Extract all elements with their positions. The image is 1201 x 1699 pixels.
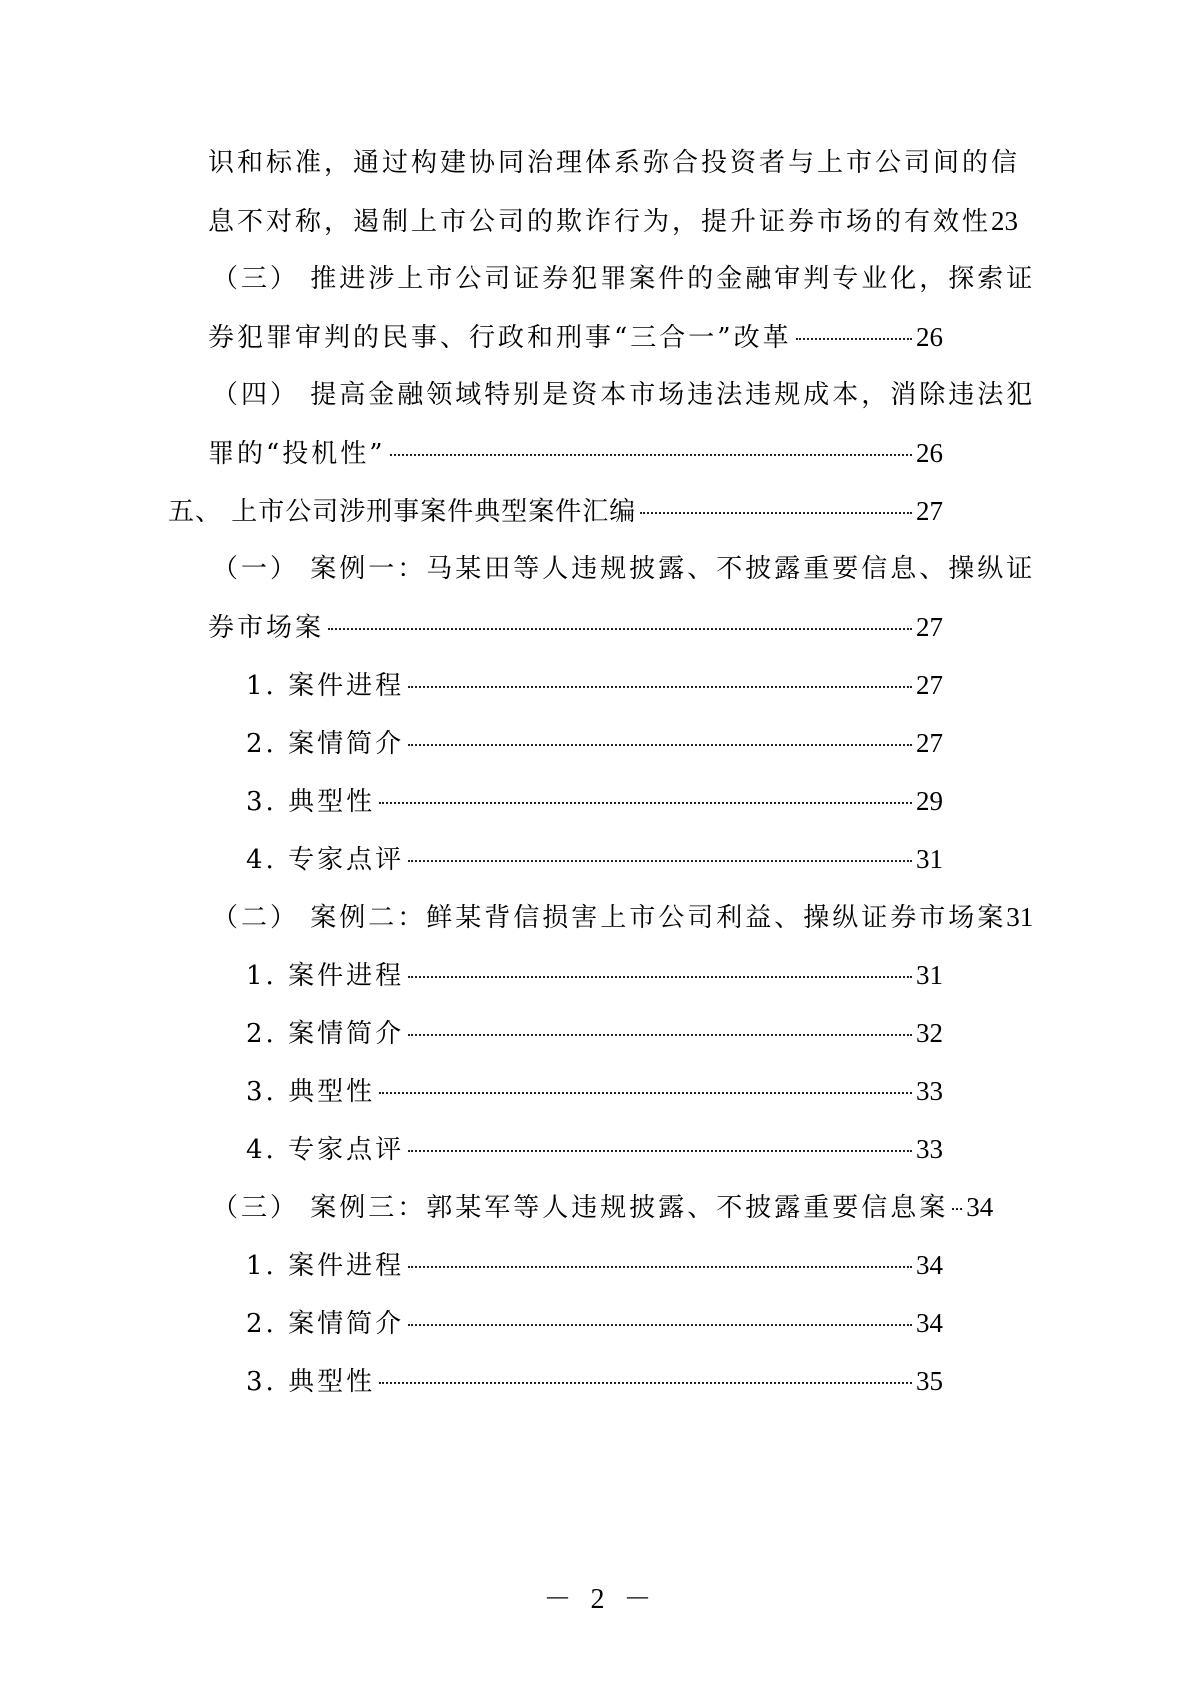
toc-page-number: 27 [916,670,943,700]
toc-entry[interactable] [208,433,943,473]
toc-page-number: 27 [916,496,943,526]
toc-entry-title: 息不对称，遏制上市公司的欺诈行为，提升证券市场的有效性 [208,207,992,237]
toc-subentry[interactable] [246,1013,943,1053]
toc-entry-title: （二） 案例二：鲜某背信损害上市公司利益、操纵证券市场案 [212,903,1007,933]
dot-leader [408,976,912,978]
dot-leader [408,1150,912,1152]
dot-leader [796,338,912,340]
toc-entry-title: 3. 典型性 [246,787,376,817]
toc-entry-title: 罪的“投机性” [208,439,386,469]
toc-subentry[interactable] [246,839,943,879]
toc-entry-title: 1. 案件进程 [246,961,405,991]
dot-leader [408,1324,912,1326]
dot-leader [408,860,912,862]
toc-page-number: 33 [916,1134,943,1164]
toc-page-number: 27 [916,728,943,758]
toc-entry[interactable] [208,607,943,647]
toc-entry-title: 券市场案 [208,613,325,643]
toc-entry[interactable] [208,317,943,357]
toc-continuation-line: 识和标准，通过构建协同治理体系弥合投资者与上市公司间的信 [208,148,1021,178]
toc-page-number: 33 [916,1076,943,1106]
dot-leader [390,454,912,456]
dot-leader [408,1034,912,1036]
dot-leader [408,744,912,746]
toc-entry-title: 五、 上市公司涉刑事案件典型案件汇编 [168,497,637,527]
toc-page-number: 31 [916,960,943,990]
toc-subentry[interactable] [246,1303,943,1343]
toc-entry-title: 券犯罪审判的民事、行政和刑事“三合一”改革 [208,323,792,353]
dot-leader [379,1382,912,1384]
toc-page-number: 34 [916,1250,943,1280]
toc-page-number: 29 [916,786,943,816]
toc-page-number: 34 [916,1308,943,1338]
toc-entry[interactable] [208,201,1019,241]
toc-entry-title: 1. 案件进程 [246,1251,405,1281]
toc-entry-title[interactable]: （四） 提高金融领域特别是资本市场违法违规成本，消除违法犯 [212,380,1036,410]
toc-entry-title: 3. 典型性 [246,1367,376,1397]
toc-page-number: 27 [916,612,943,642]
toc-entry-title: 4. 专家点评 [246,845,405,875]
toc-entry-title: 4. 专家点评 [246,1135,405,1165]
toc-entry-title: （三） 案例三：郭某军等人违规披露、不披露重要信息案 [212,1193,949,1223]
dot-leader [640,512,912,514]
page-number-footer: － 2 － [543,1584,658,1615]
toc-page-number: 35 [916,1366,943,1396]
toc-subentry[interactable] [246,1361,943,1401]
toc-entry-title: 2. 案情简介 [246,1309,405,1339]
dot-leader [379,802,912,804]
toc-page-number: 26 [916,438,943,468]
dot-leader [408,686,912,688]
toc-subentry[interactable] [246,1071,943,1111]
dot-leader [408,1266,912,1268]
toc-entry-title: 3. 典型性 [246,1077,376,1107]
toc-page-number: 26 [916,322,943,352]
toc-page-number: 31 [916,844,943,874]
toc-subentry[interactable] [246,1129,943,1169]
toc-subentry[interactable] [246,1245,943,1285]
dot-leader [952,1208,962,1210]
toc-subentry[interactable] [246,665,943,705]
toc-entry[interactable] [212,1187,994,1227]
toc-entry[interactable] [212,897,1034,937]
toc-subentry[interactable] [246,723,943,763]
toc-page-number: 23 [991,206,1019,236]
toc-entry-title: 1. 案件进程 [246,671,405,701]
dot-leader [379,1092,912,1094]
toc-entry-title[interactable]: （三） 推进涉上市公司证券犯罪案件的金融审判专业化，探索证 [212,264,1036,294]
toc-entry-title: 2. 案情简介 [246,1019,405,1049]
toc-chapter-heading[interactable] [168,491,943,531]
toc-subentry[interactable] [246,955,943,995]
toc-entry-title: 2. 案情简介 [246,729,405,759]
toc-page-number: 32 [916,1018,943,1048]
toc-entry-title[interactable]: （一） 案例一：马某田等人违规披露、不披露重要信息、操纵证 [212,554,1036,584]
toc-subentry[interactable] [246,781,943,821]
toc-page-number: 34 [966,1192,994,1222]
dot-leader [328,628,912,630]
toc-page-number: 31 [1006,902,1034,932]
